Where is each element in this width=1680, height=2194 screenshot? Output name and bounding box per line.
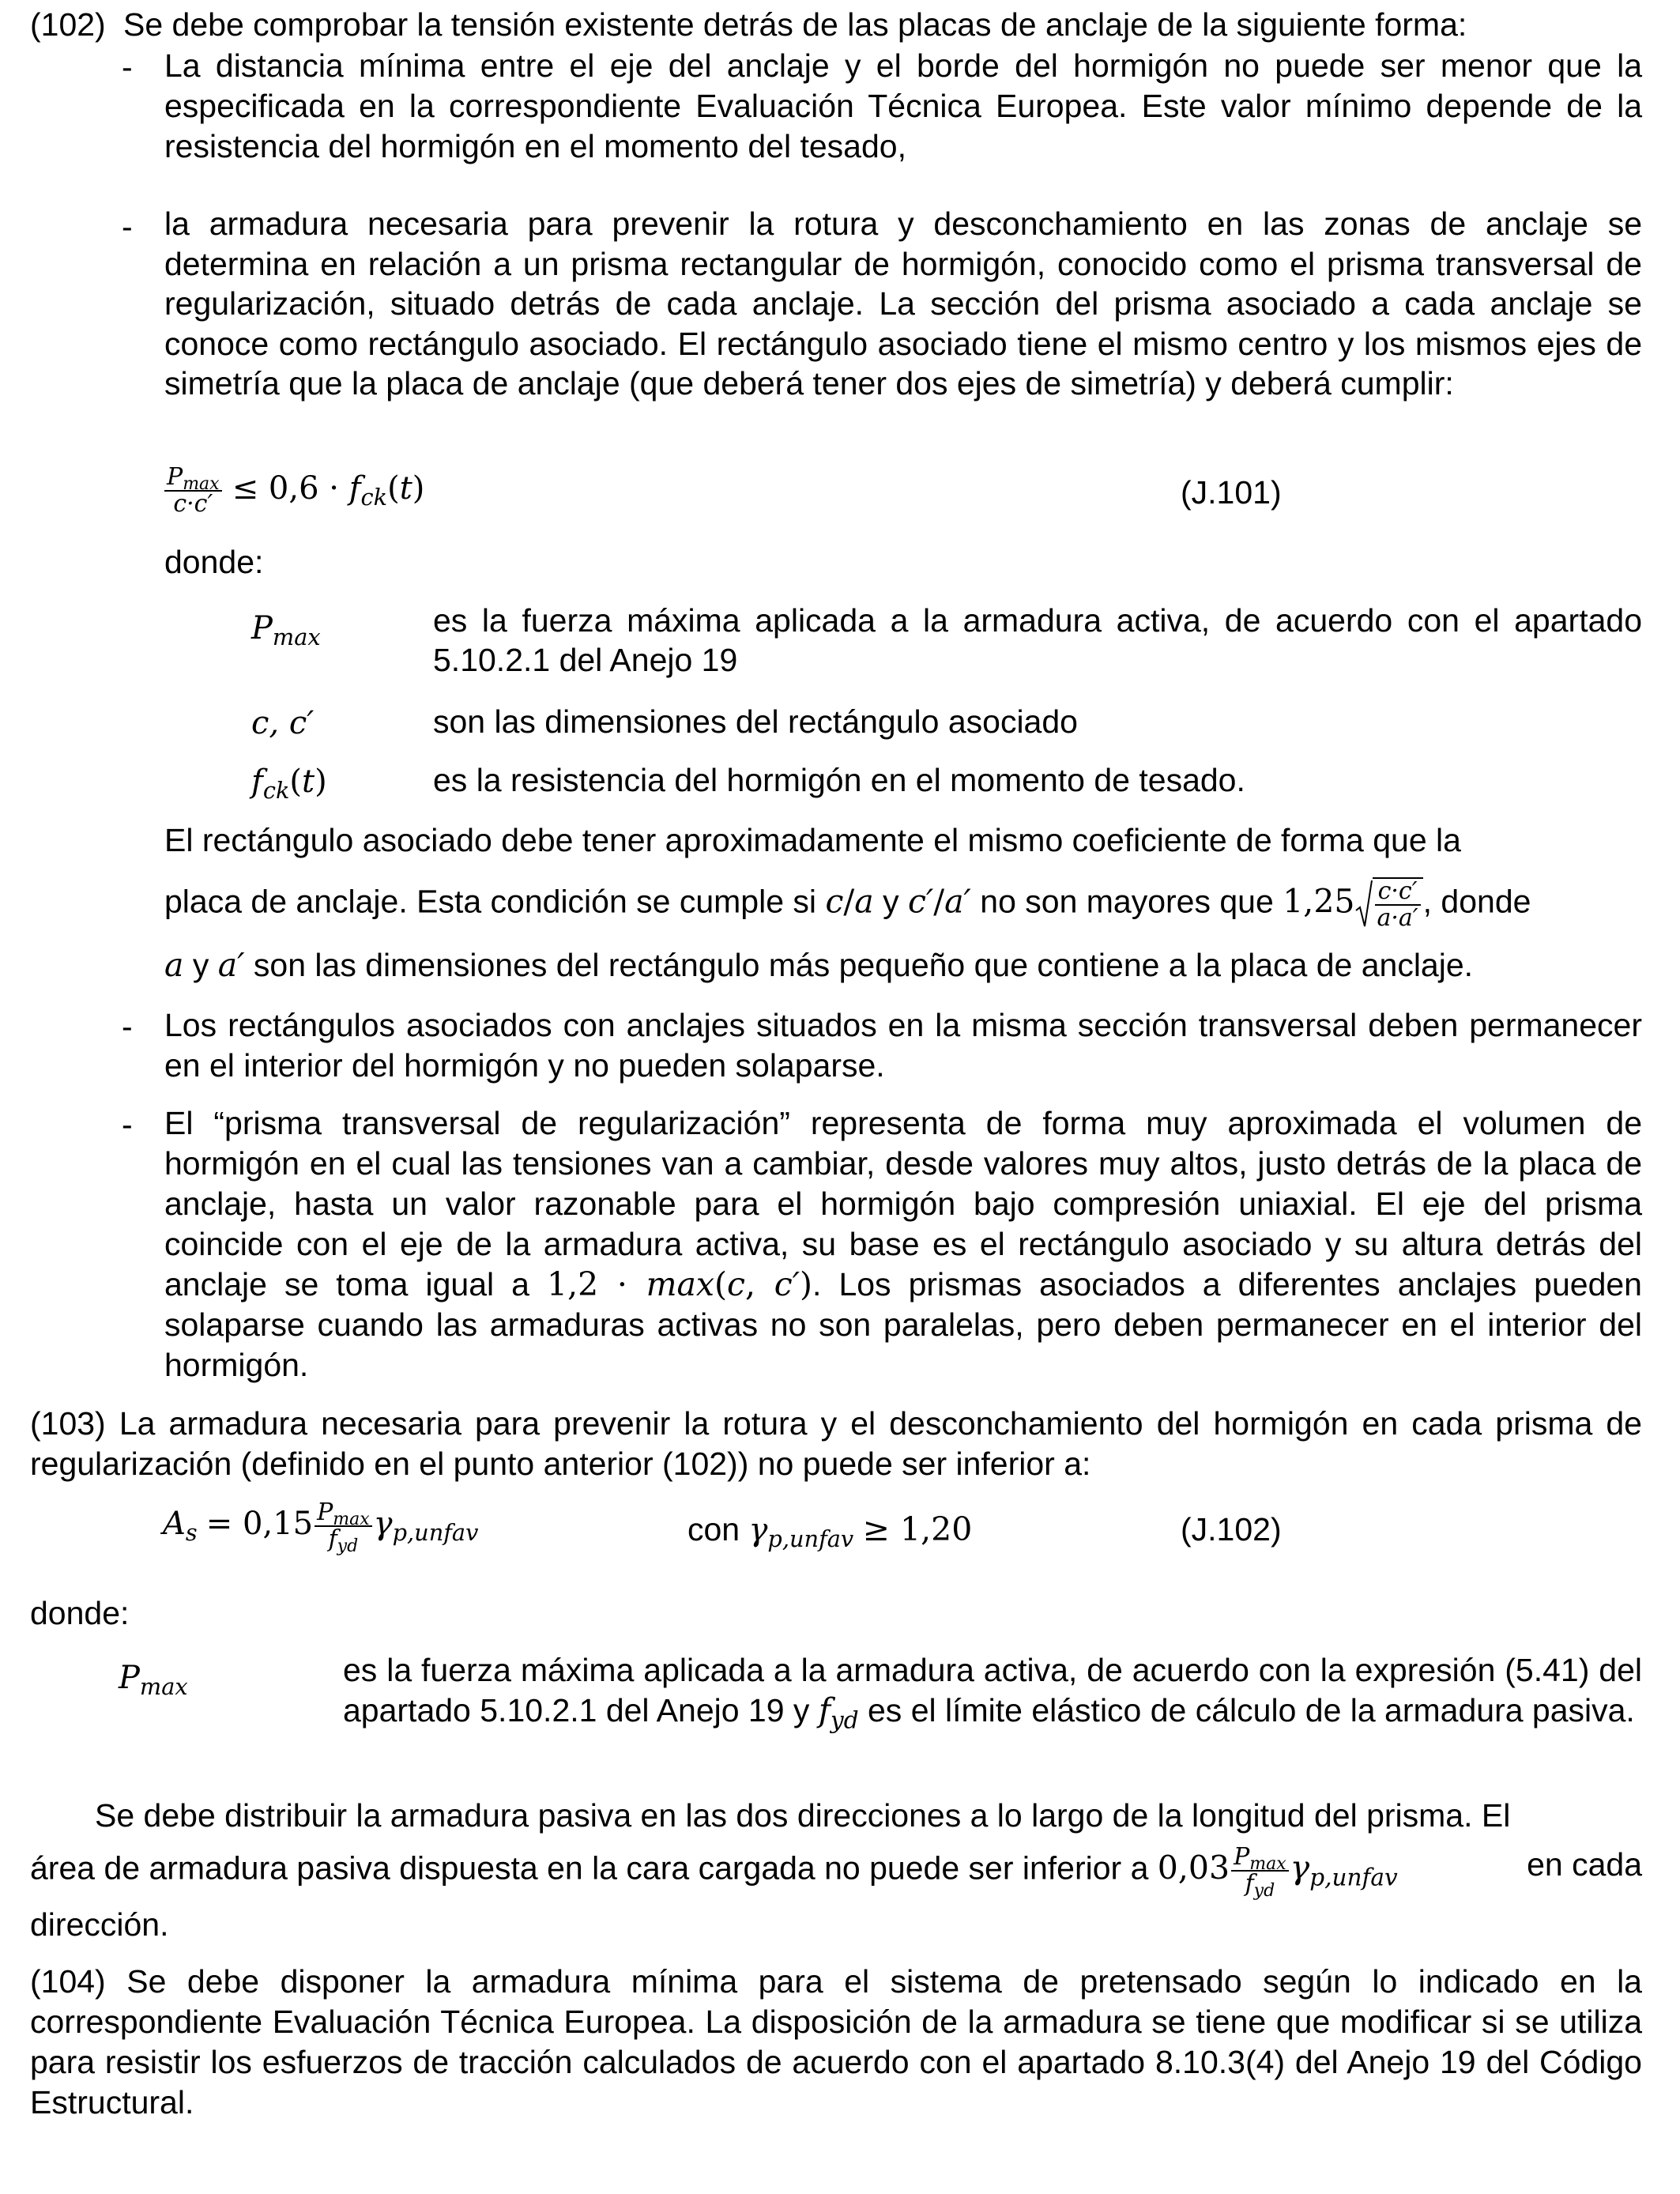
distribution-line-2: área de armadura pasiva dispuesta en la cara cargada no puede ser inferior a 0,03 $\frac{P_{max}}{f_{yd}}$ $\gamma_{p,unfav}$ en cada xyxy=(30,1843,1642,1901)
equation-j102-condition: con $\gamma_{p,unfav} \ge 1,20$ xyxy=(687,1510,973,1553)
bullet-3-text: Los rectángulos asociados con anclajes situados en la misma sección transversal deben permanecer en el interior del hormigón y no pueden solaparse. xyxy=(164,1007,1642,1084)
def-symbol-pmax-2: $P_{max}$ xyxy=(119,1660,188,1701)
def-text-pmax: es la fuerza máxima aplicada a la armadura activa, de acuerdo con el apartado 5.10.2.1 del Anejo 19 xyxy=(433,602,1642,678)
shape-line-2: placa de anclaje. Esta condición se cumple si c/a y c′/a′ no son mayores que 1,25 $\frac{c\cdot c'}{a\cdot a'}$ , donde xyxy=(164,877,1531,932)
para-102-intro: Se debe comprobar la tensión existente detrás de las placas de anclaje de la siguiente forma: xyxy=(123,6,1467,43)
donde-label: donde: xyxy=(164,544,264,580)
bullet-dash: - xyxy=(122,49,133,85)
bullet-dash: - xyxy=(122,209,133,245)
para-103-intro: La armadura necesaria para prevenir la rotura y el desconchamiento del hormigón en cada prisma de regularización (definido en el punto anterior (102)) no puede ser inferior a: xyxy=(30,1405,1642,1482)
def-symbol-pmax: $P_{max}$ xyxy=(251,610,321,651)
bullet-4-text: El “prisma transversal de regularización” representa de forma muy aproximada el volumen de hormigón en el cual las tensiones van a cambiar, desde valores muy altos, justo detrás de la placa de anclaje, hasta un valor razonable para el hormigón bajo compresión uniaxial. El eje del prisma coincide con el eje de la armadura activa, su base es el rectángulo asociado y su altura detrás del anclaje se toma igual a 1,2 · max(c, c′). Los prismas asociados a diferentes anclajes pueden solaparse cuando las armaduras activas no son paralelas, pero deben permanecer en el interior del hormigón. xyxy=(164,1105,1642,1383)
bullet-dash: - xyxy=(122,1008,133,1045)
para-103 xyxy=(30,1404,1642,1484)
distribution-line-3: dirección. xyxy=(30,1906,169,1943)
para-104-number: (104) xyxy=(30,1963,106,2000)
def-text-pmax-2: es la fuerza máxima aplicada a la armadura activa, de acuerdo con la expresión (5.41) del apartado 5.10.2.1 del Anejo 19 y $f_{yd}$ es el límite elástico de cálculo de la armadura pasiva. xyxy=(343,1652,1642,1734)
fraction: $\frac{P_{max}}{c\cdot c'}$ xyxy=(164,465,222,516)
def-text-c: son las dimensiones del rectángulo asociado xyxy=(433,703,1078,740)
para-104 xyxy=(30,1962,1642,2123)
def-symbol-fck: $f_{ck}(t)$ xyxy=(251,763,327,805)
donde-label-2: donde: xyxy=(30,1595,130,1631)
para-102-number: (102) xyxy=(30,6,106,43)
para-104-text: Se debe disponer la armadura mínima para el sistema de pretensado según lo indicado en la correspondiente Evaluación Técnica Europea. La disposición de la armadura se tiene que modificar si se utiliza para resistir los esfuerzos de tracción calculados de acuerdo con el apartado 8.10.3(4) del Anejo 19 del Código Estructural. xyxy=(30,1963,1642,2120)
para-103-number: (103) xyxy=(30,1405,106,1442)
sqrt-expression: $\frac{c\cdot c'}{a\cdot a'}$ xyxy=(1355,877,1423,930)
bullet-1-text: La distancia mínima entre el eje del anclaje y el borde del hormigón no puede ser menor que la especificada en la correspondiente Evaluación Técnica Europea. Este valor mínimo depende de la resistencia del hormigón en el momento del tesado, xyxy=(164,47,1642,164)
fraction: $\frac{P_{max}}{f_{yd}}$ xyxy=(315,1500,372,1551)
equation-label-j101: (J.101) xyxy=(1181,474,1282,511)
shape-line-3: a y a′ son las dimensiones del rectángulo más pequeño que contiene a la placa de anclaje. xyxy=(164,946,1474,984)
bullet-dash: - xyxy=(122,1106,133,1143)
shape-line-1: El rectángulo asociado debe tener aproximadamente el mismo coeficiente de forma que la xyxy=(164,822,1461,858)
fraction: $\frac{P_{max}}{f_{yd}}$ xyxy=(1231,1845,1289,1896)
equation-label-j102: (J.102) xyxy=(1181,1511,1282,1547)
def-symbol-c: c, c′ xyxy=(251,705,315,741)
def-text-fck: es la resistencia del hormigón en el momento de tesado. xyxy=(433,762,1245,798)
bullet-2-text: la armadura necesaria para prevenir la rotura y desconchamiento en las zonas de anclaje se determina en relación a un prisma rectangular de hormigón, conocido como el prisma transversal de regularización, situado detrás de cada anclaje. La sección del prisma asociado a cada anclaje se conoce como rectángulo asociado. El rectángulo asociado tiene el mismo centro y los mismos ejes de simetría que la placa de anclaje (que deberá tener dos ejes de simetría) y deberá cumplir: xyxy=(164,205,1642,401)
equation-j102: $A_s = 0,15$ $\frac{P_{max}}{f_{yd}}$ $\gamma_{p,unfav}$ xyxy=(163,1498,479,1556)
distribution-line-1: Se debe distribuir la armadura pasiva en las dos direcciones a lo largo de la longitud del prisma. El xyxy=(95,1797,1511,1834)
equation-j101: $\frac{P_{max}}{c\cdot c'}$ ≤ $0,6 \cdot f_{ck}(t)$ xyxy=(163,465,424,516)
